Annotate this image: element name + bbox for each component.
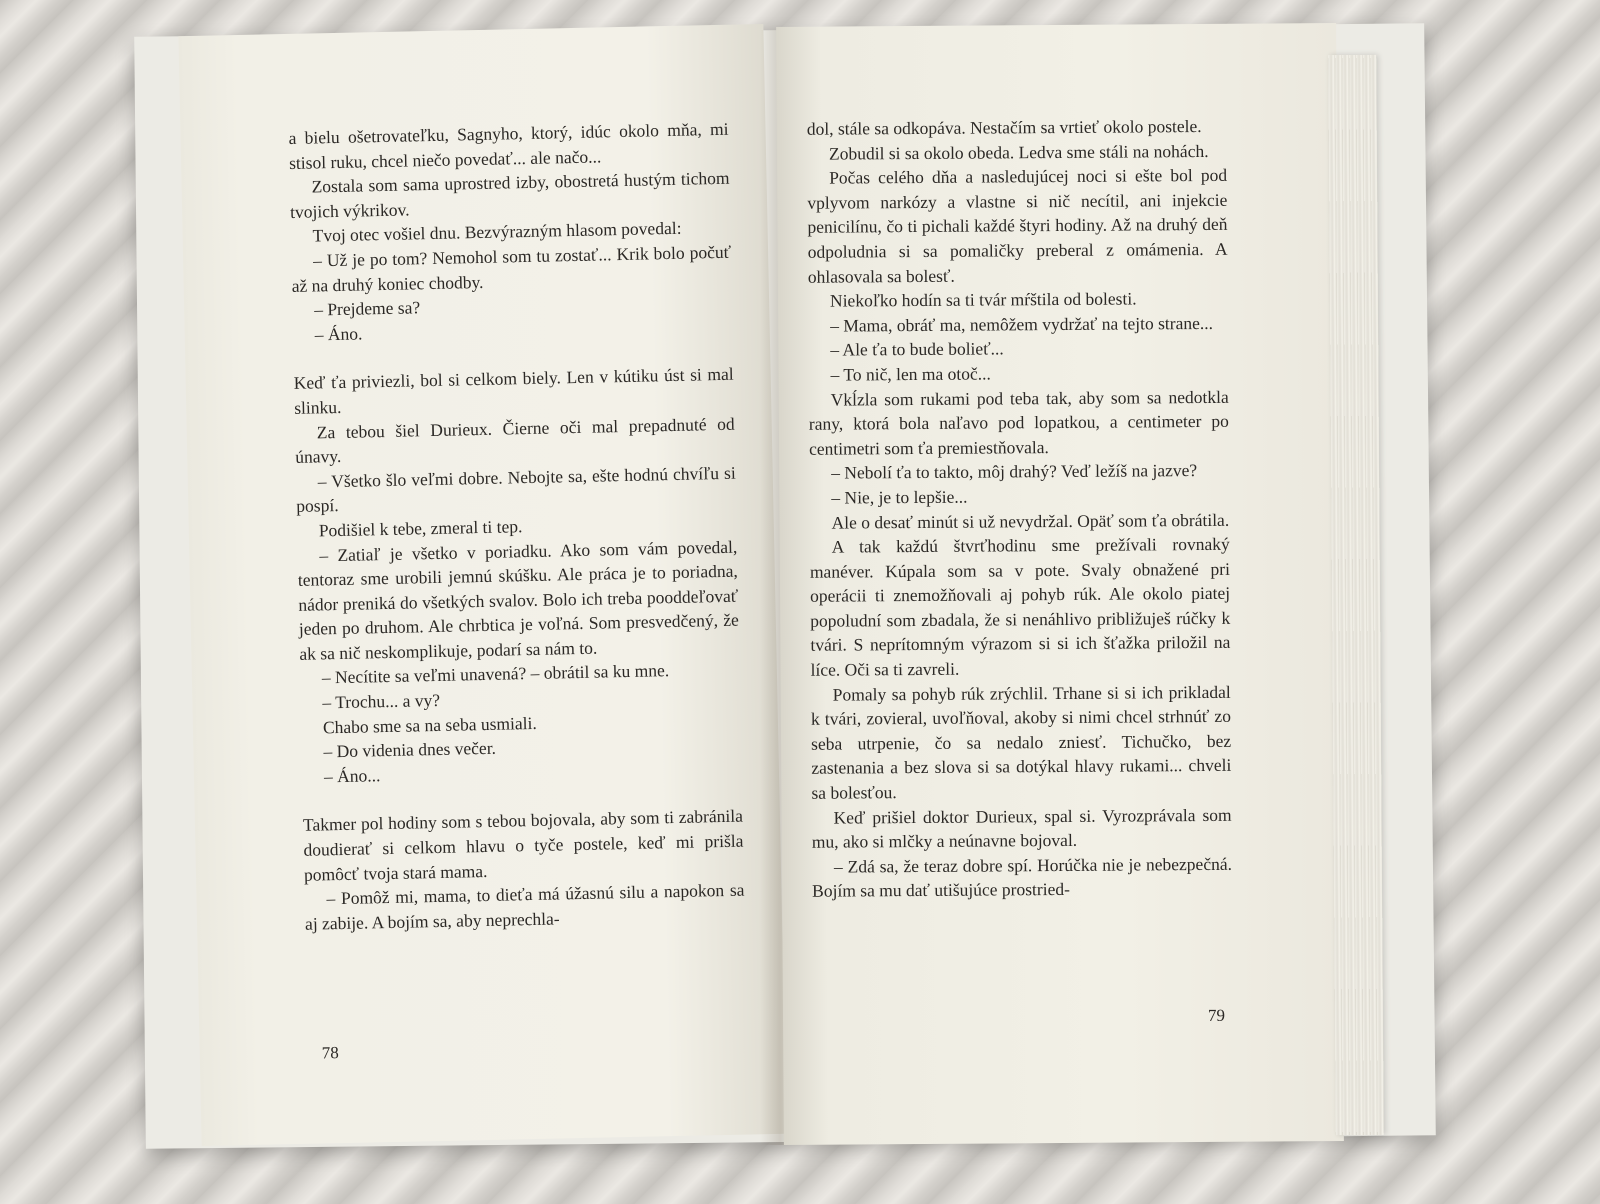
paragraph: a bielu ošetrovateľku, Sagnyho, ktorý, idúc okolo mňa, mi stisol ruku, chcel niečo povedať... ale načo...: [288, 118, 729, 173]
left-page: [178, 24, 786, 1146]
paragraph: Za tebou šiel Durieux. Čierne oči mal prepadnuté od únavy.: [295, 413, 735, 468]
paragraph: – Áno.: [314, 323, 363, 345]
paragraph: Pomaly sa pohyb rúk zrýchlil. Trhane si si ich prikladal k tvári, zovieral, uvoľňoval, akoby si nimi chcel strhnúť zo seba utrpenie, čo sa nedalo zniesť. Tichučko, bez zastenania a bez slova si sa dotýkal hlavy rukami... chveli sa bolesťou.: [810, 681, 1232, 803]
right-page-text: [807, 114, 1232, 904]
paragraph: – Prejdeme sa?: [313, 297, 421, 320]
paragraph: Počas celého dňa a nasledujúcej noci si ešte bol pod vplyvom narkózy a vlastne si nič necítil, ani injekcie penicilínu, čo ti pichali každé štyri hodiny. Až na druhý deň odpoludnia si sa pomaličky preberal z omámenia. A ohlasovala sa bolesť.: [807, 165, 1228, 287]
page-edges: [1328, 55, 1384, 1135]
left-page-text: [288, 117, 745, 936]
paragraph: – Už je po tom? Nemohol som tu zostať... Krik bolo počuť až na druhý koniec chodby.: [291, 241, 732, 296]
page-number: 78: [321, 1043, 339, 1063]
paragraph: – Všetko šlo veľmi dobre. Nebojte sa, ešte hodnú chvíľu si pospí.: [296, 462, 736, 517]
paragraph: – Mama, obráť ma, nemôžem vydržať na tejto strane...: [830, 312, 1214, 336]
paragraph: – Trochu... a vy?: [322, 689, 441, 713]
paragraph: – Necítite sa veľmi unavená? – obrátil sa ku mne.: [321, 660, 670, 688]
paragraph: dol, stále sa odkopáva. Nestačím sa vrtieť okolo postele.: [806, 116, 1202, 139]
paragraph: Zobudil si sa okolo obeda. Ledva sme stáli na nohách.: [828, 140, 1209, 164]
paragraph: Keď ťa priviezli, bol si celkom biely. Len v kútiku úst si mal slinku.: [293, 364, 734, 418]
paragraph: Keď prišiel doktor Durieux, spal si. Vyrozprávala som mu, ako si mlčky a neúnavne bojoval.: [811, 804, 1232, 852]
paragraph: – Nie, je to lepšie...: [831, 486, 968, 508]
paragraph: Zostala som sama uprostred izby, obostretá hustým tichom tvojich výkrikov.: [289, 167, 730, 222]
paragraph: – Zatiaľ je všetko v poriadku. Ako som vám povedal, tentoraz sme urobili jemnú skúšku. Ale práca je to poriadna, nádor preniká do všetkých svalov. Bolo ich treba pooddeľovať jeden po druhom. Ale chrbtica je voľná. Som presvedčený, že ak sa nič neskomplikuje, podarí sa nám to.: [297, 536, 739, 664]
paragraph: A tak každú štvrťhodinu sme prežívali rovnaký manéver. Kúpala som sa v pote. Svaly obnažené pri operácii ti znemožňovali aj pohyb rúk. Ale okolo piatej popoludní som zbadala, že si nenáhlivo približuješ rúčky k tvári. S neprítomným výrazom si si ich šťažka priložil na líce. Oči sa ti zavreli.: [809, 533, 1231, 680]
page-number: 79: [1207, 1005, 1226, 1025]
paragraph: Podišiel k tebe, zmeral ti tep.: [318, 516, 523, 541]
paragraph: – Pomôž mi, mama, to dieťa má úžasnú silu a napokon sa aj zabije. A bojím sa, aby neprechla-: [304, 879, 745, 934]
paragraph: – Ale ťa to bude bolieť...: [830, 338, 1004, 360]
paragraph: Chabo sme sa na seba usmiali.: [322, 712, 537, 738]
paragraph: – Zdá sa, že teraz dobre spí. Horúčka nie je nebezpečná. Bojím sa mu dať utišujúce prostried-: [812, 853, 1233, 902]
paragraph: Tvoj otec vošiel dnu. Bezvýrazným hlasom povedal:: [312, 218, 682, 246]
paragraph: Niekoľko hodín sa ti tvár mŕštila od bolesti.: [829, 288, 1137, 311]
paragraph: Ale o desať minút si už nevydržal. Opäť som ťa obrátila.: [831, 509, 1230, 533]
paragraph: – To nič, len ma otoč...: [830, 363, 991, 385]
paragraph: Vkĺzla som rukami pod teba tak, aby som sa nedotkla rany, ktorá bola naľavo pod lopatkou, a centimeter po centimetri som ťa premiestňovala.: [808, 386, 1229, 459]
paragraph: – Áno...: [323, 765, 381, 787]
paragraph: – Nebolí ťa to takto, môj drahý? Veď ležíš na jazve?: [831, 460, 1198, 483]
right-page: [776, 23, 1344, 1145]
paragraph: – Do videnia dnes večer.: [323, 738, 497, 762]
paragraph: Takmer pol hodiny som s tebou bojovala, aby som ti zabránila doudierať si celkom hlavu o tyče postele, keď mi prišla pomôcť tvoja stará mama.: [302, 806, 744, 885]
